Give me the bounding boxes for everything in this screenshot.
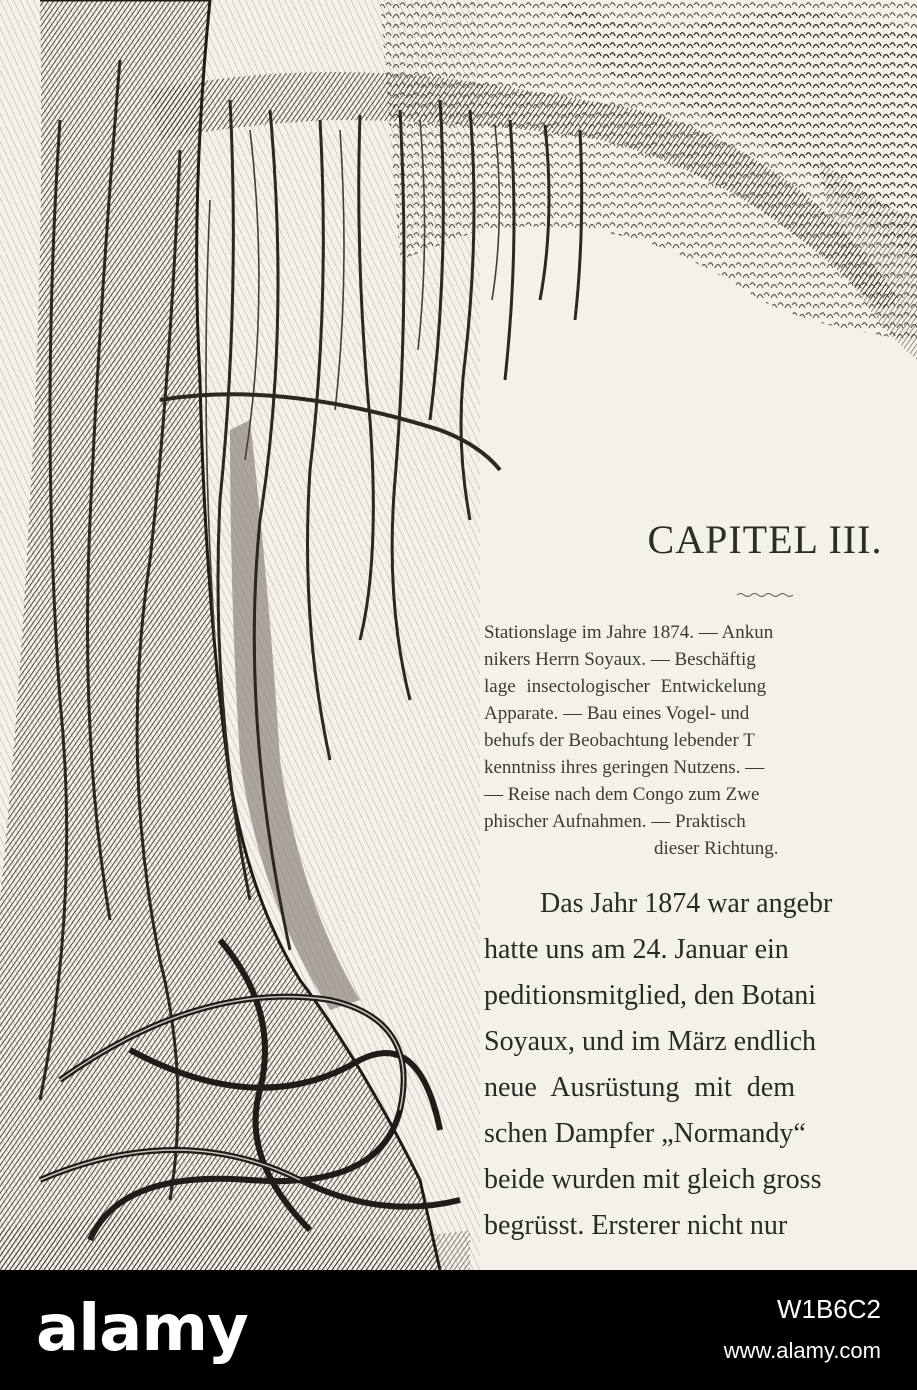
alamy-logo: alamy — [36, 1292, 248, 1366]
chapter-summary-line: — Reise nach dem Congo zum Zwe — [484, 784, 760, 805]
chapter-summary-line: phischer Aufnahmen. — Praktisch — [484, 811, 746, 832]
site-url-label: www.alamy.com — [723, 1338, 881, 1363]
chapter-summary-line: kenntniss ihres geringen Nutzens. — — [484, 757, 765, 778]
image-id-label: W1B6C2 — [776, 1294, 881, 1324]
chapter-title: CAPITEL III. — [647, 517, 883, 562]
chapter-summary-line: Stationslage im Jahre 1874. — Ankun — [484, 622, 774, 643]
chapter-summary-line: dieser Richtung. — [654, 838, 779, 859]
body-text-line: Das Jahr 1874 war angebr — [540, 888, 833, 919]
body-text-line: hatte uns am 24. Januar ein — [484, 934, 789, 965]
decorative-wave-ornament — [737, 592, 793, 598]
body-text-line: Soyaux, und im März endlich — [484, 1026, 817, 1057]
chapter-summary-line: lage insectologischer Entwickelung — [484, 676, 767, 697]
chapter-summary-line: Apparate. — Bau eines Vogel- und — [484, 703, 750, 724]
body-text-line: begrüsst. Ersterer nicht nur — [484, 1210, 788, 1241]
body-text-line: neue Ausrüstung mit dem — [484, 1072, 795, 1103]
body-text-line: schen Dampfer „Normandy“ — [484, 1118, 806, 1149]
chapter-summary-line: behufs der Beobachtung lebender T — [484, 730, 755, 751]
body-text-line: beide wurden mit gleich gross — [484, 1164, 822, 1195]
chapter-summary-line: nikers Herrn Soyaux. — Beschäftig — [484, 649, 756, 670]
body-text-line: peditionsmitglied, den Botani — [484, 980, 817, 1011]
